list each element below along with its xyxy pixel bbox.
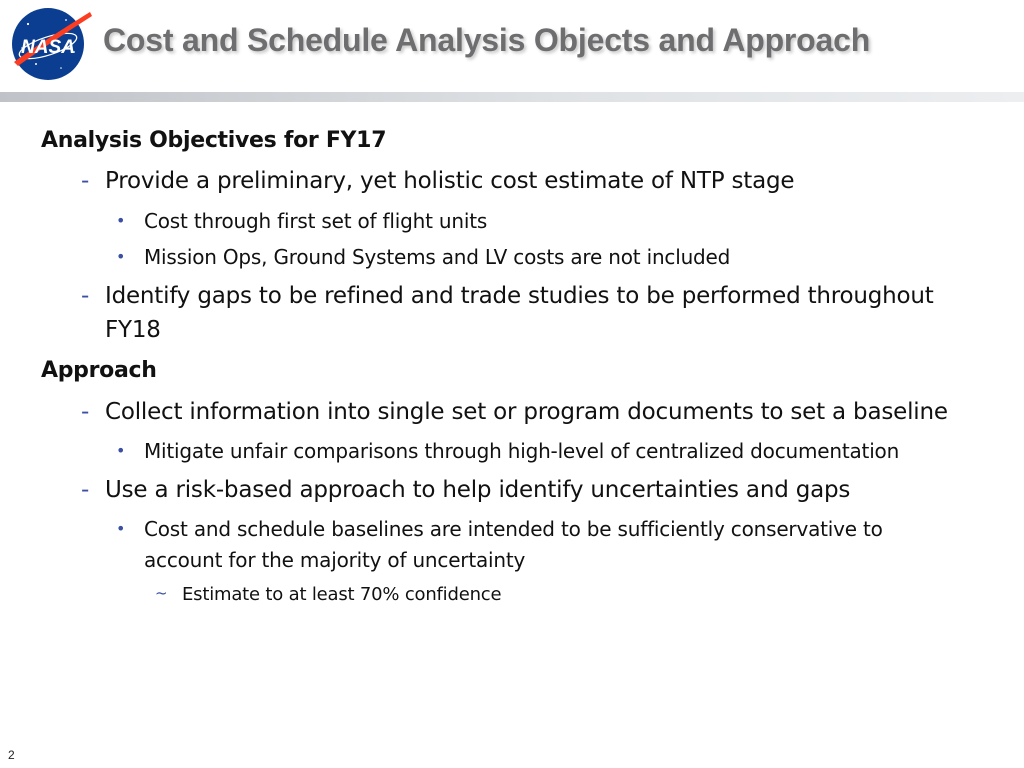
- list-item-text: Cost and schedule baselines are intended to be sufficiently conservative to: [144, 517, 883, 541]
- dash-bullet: -: [81, 283, 90, 309]
- list-item-text: Identify gaps to be refined and trade studies to be performed throughout: [105, 283, 934, 309]
- list-item: [116, 517, 883, 541]
- tilde-bullet: ~: [155, 584, 168, 602]
- list-item: [116, 209, 487, 233]
- list-item-text: Provide a preliminary, yet holistic cost estimate of NTP stage: [105, 168, 795, 194]
- list-item-text: Use a risk-based approach to help identify uncertainties and gaps: [105, 477, 851, 503]
- list-item: [81, 168, 794, 194]
- dot-bullet: •: [116, 441, 126, 460]
- dash-bullet: -: [81, 168, 90, 194]
- list-item: [81, 477, 850, 503]
- section-heading-approach: Approach: [41, 358, 157, 383]
- list-item: [116, 245, 730, 269]
- list-item: [116, 439, 899, 463]
- list-item-text: Collect information into single set or program documents to set a baseline: [105, 399, 948, 425]
- dash-bullet: -: [81, 477, 90, 503]
- dot-bullet: •: [116, 211, 126, 230]
- section-heading-objectives: Analysis Objectives for FY17: [41, 128, 387, 153]
- list-item: [81, 283, 934, 309]
- page-number: 2: [8, 748, 15, 762]
- list-item: [155, 584, 501, 605]
- dash-bullet: -: [81, 399, 90, 425]
- list-item: [81, 399, 948, 425]
- slide-title: Cost and Schedule Analysis Objects and Approach: [103, 22, 871, 58]
- dot-bullet: •: [116, 519, 126, 538]
- nasa-logo-text: NASA: [21, 37, 75, 58]
- list-item-text: Mitigate unfair comparisons through high-level of centralized documentation: [144, 439, 900, 463]
- list-item-text: Mission Ops, Ground Systems and LV costs are not included: [144, 245, 731, 269]
- list-item-continuation: account for the majority of uncertainty: [144, 548, 526, 572]
- list-item-text: Cost through first set of flight units: [144, 209, 488, 233]
- list-item-continuation: FY18: [105, 317, 161, 343]
- dot-bullet: •: [116, 247, 126, 266]
- list-item-text: Estimate to at least 70% confidence: [182, 584, 502, 605]
